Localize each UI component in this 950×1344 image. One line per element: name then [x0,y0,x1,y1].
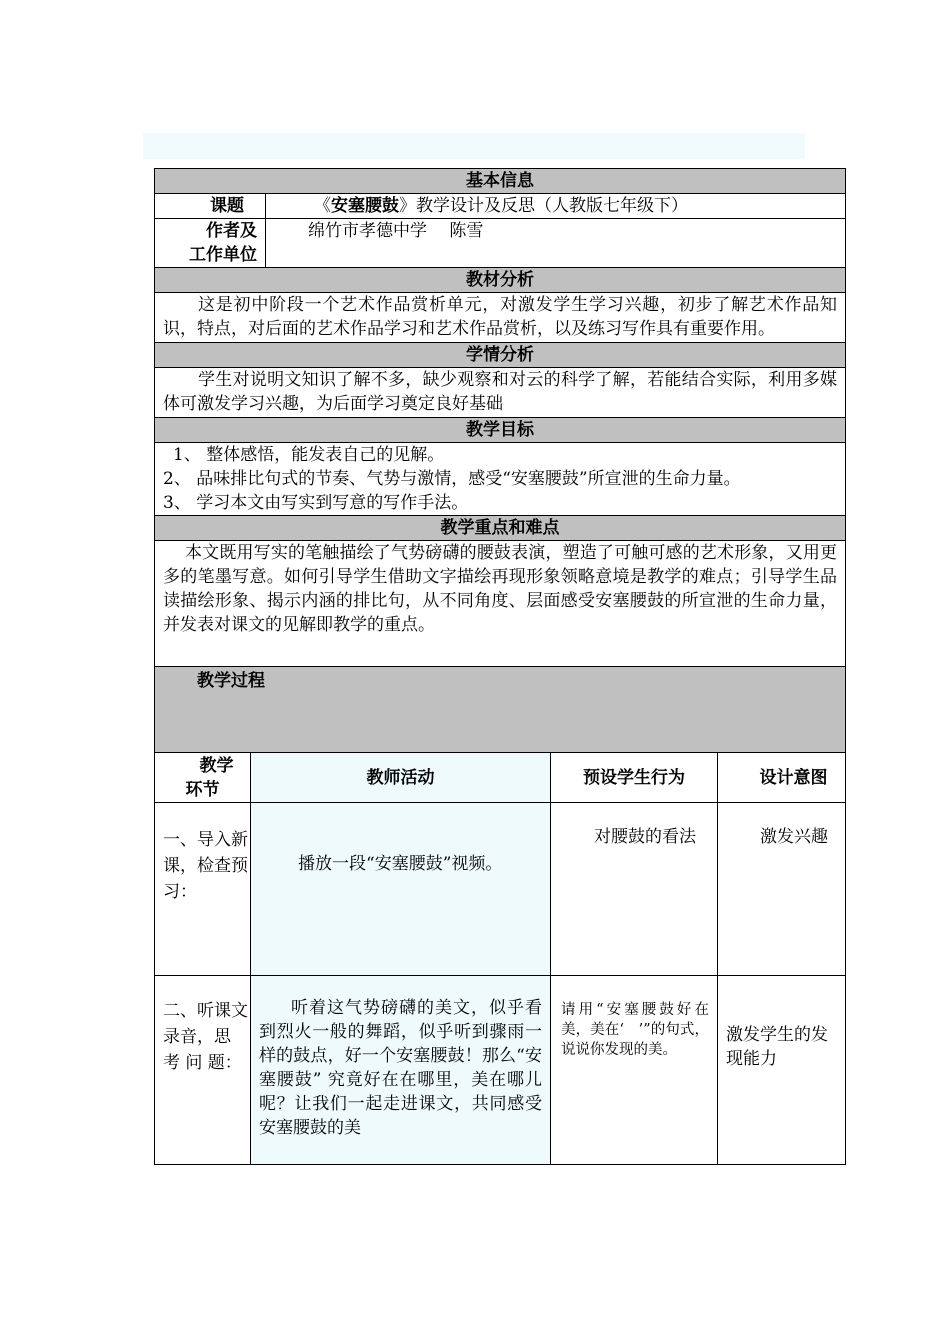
topic-bold: 安塞腰鼓 [331,196,399,216]
topic-label: 课题 [155,194,266,219]
objective-item: 3、 学习本文由写实到写意的写作手法。 [163,493,469,513]
row2-student: 请用“安塞腰鼓好在 美，美在‘ ’”的句式，说说你发现的美。 [551,976,718,1165]
section-basic-info: 基本信息 [155,169,846,194]
objective-item: 1、 整体感悟，能发表自己的见解。 [173,445,445,465]
section-learner-analysis: 学情分析 [155,343,846,368]
page-header-band [143,133,805,159]
col-header-stage-line-1: 教学 [199,755,234,776]
row2-intent: 激发学生的发现能力 [718,976,846,1165]
row1-student: 对腰鼓的看法 [551,803,718,976]
textbook-analysis-text: 这是初中阶段一个艺术作品赏析单元，对激发学生学习兴趣，初步了解艺术作品知识，特点，对后面的艺术作品学习和艺术作品赏析，以及练习写作具有重要作用。 [155,293,846,343]
objectives-list [155,443,846,516]
learner-analysis-text: 学生对说明文知识了解不多，缺少观察和对云的科学了解，若能结合实际，利用多媒体可激发学习兴趣，为后面学习奠定良好基础 [155,368,846,418]
section-process [155,667,846,753]
col-header-student: 预设学生行为 [551,753,718,803]
keypoints-text: 本文既用写实的笔触描绘了气势磅礴的腰鼓表演，塑造了可触可感的艺术形象，又用更多的笔墨写意。如何引导学生借助文字描绘再现形象领略意境是教学的难点；引导学生品读描绘形象、揭示内涵的排比句，从不同角度、层面感受安塞腰鼓的所宣泄的生命力量，并发表对课文的见解即教学的重点。 [155,541,846,667]
row2-teacher: 听着这气势磅礴的美文，似乎看到烈火一般的舞蹈，似乎听到骤雨一样的鼓点，好一个安塞腰鼓！那么“安塞腰鼓” 究竟好在在哪里，美在哪儿呢？让我们一起走进课文，共同感受安塞腰鼓的美 [251,976,551,1165]
author-label-line-2: 工作单位 [189,245,257,265]
author-value: 绵竹市孝德中学 陈雪 [266,219,846,268]
author-label [155,219,266,268]
process-title: 教学过程 [197,671,265,691]
topic-value [266,194,846,219]
section-objectives: 教学目标 [155,418,846,443]
row2-stage: 二、听课文录音，思 考 问 题： [155,976,251,1165]
col-header-teacher: 教师活动 [251,753,551,803]
objective-item: 2、 品味排比句式的节奏、气势与激情，感受“安塞腰鼓”所宣泄的生命力量。 [163,469,741,489]
section-textbook-analysis: 教材分析 [155,268,846,293]
row1-stage: 一、导入新课，检查预习： [155,803,251,976]
author-label-line-1: 作者及 [206,221,257,241]
topic-prefix: 《 [314,196,331,216]
col-header-stage [155,753,251,803]
lesson-plan-table [154,168,846,1165]
col-header-stage-line-2: 环节 [185,779,220,800]
row1-teacher: 播放一段“安塞腰鼓”视频。 [251,803,551,976]
row1-intent: 激发兴趣 [718,803,846,976]
section-keypoints: 教学重点和难点 [155,516,846,541]
col-header-intent: 设计意图 [718,753,846,803]
topic-suffix: 》教学设计及反思（人教版七年级下） [399,196,688,216]
